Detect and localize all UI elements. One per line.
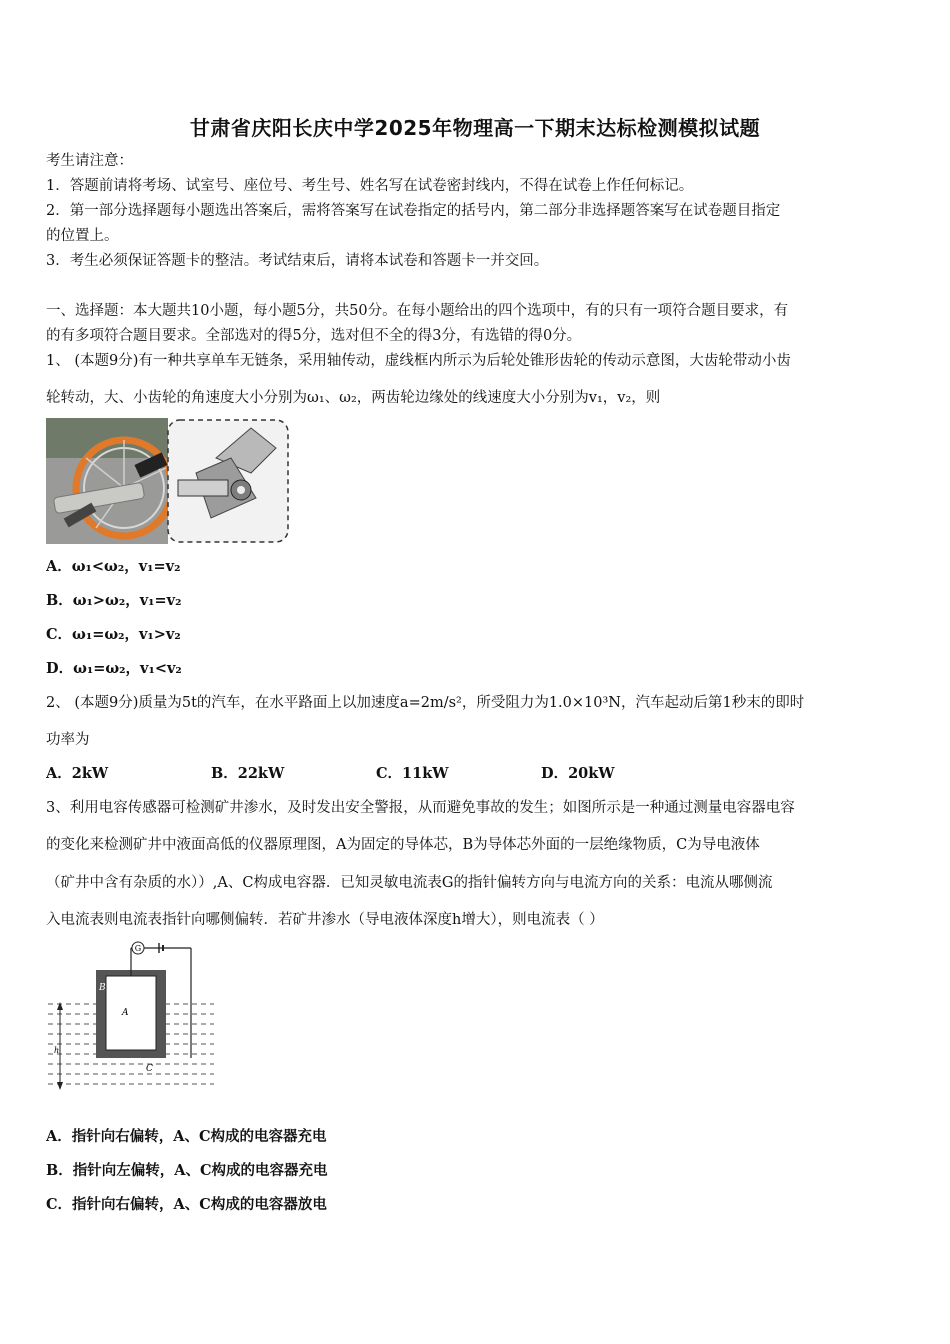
q3-option-b[interactable]: B．指针向左偏转，A、C构成的电容器充电 [46, 1162, 328, 1179]
q1-stem-1: 1、 (本题9分)有一种共享单车无链条，采用轴传动，虚线框内所示为后轮处锥形齿轮的传动示意图，大齿轮带动小齿 [46, 353, 791, 369]
notice-heading: 考生请注意： [46, 153, 133, 169]
notice-item-2-cont: 的位置上。 [46, 228, 119, 244]
page-title: 甘肃省庆阳长庆中学2025年物理高一下期末达标检测模拟试题 [189, 116, 761, 140]
q3-stem-1: 3、利用电容传感器可检测矿井渗水，及时发出安全警报，从而避免事故的发生；如图所示是一种通过测量电容器电容 [46, 800, 795, 816]
notice-item-1: 1．答题前请将考场、试室号、座位号、考生号、姓名写在试卷密封线内，不得在试卷上作任何标记。 [46, 178, 694, 194]
q1-stem-2: 轮转动，大、小齿轮的角速度大小分别为ω₁、ω₂，两齿轮边缘处的线速度大小分别为v₁，v₂，则 [46, 390, 661, 406]
section-intro-2: 的有多项符合题目要求。全部选对的得5分，选对但不全的得3分，有选错的得0分。 [46, 328, 582, 344]
label-h: h [54, 1046, 60, 1055]
q2-options [46, 764, 908, 784]
q2-stem-2: 功率为 [46, 732, 90, 748]
label-c: C [146, 1064, 153, 1074]
gear-shaft [178, 480, 228, 496]
galvanometer-label: G [134, 944, 142, 953]
notice-item-2: 2．第一部分选择题每小题选出答案后，需将答案写在试卷指定的括号内，第二部分非选择题答案写在试卷题目指定 [46, 203, 781, 219]
q1-option-b[interactable]: B．ω₁>ω₂，v₁=v₂ [46, 592, 182, 609]
q2-option-c[interactable]: C．11kW [376, 765, 449, 782]
q3-stem-3: （矿井中含有杂质的水））,A、C构成电容器．已知灵敏电流表G的指针偏转方向与电流方向的关系：电流从哪侧流 [46, 875, 773, 891]
q3-option-c[interactable]: C．指针向右偏转，A、C构成的电容器放电 [46, 1196, 327, 1213]
q1-option-d[interactable]: D．ω₁=ω₂，v₁<v₂ [46, 660, 182, 677]
q2-option-d[interactable]: D．20kW [541, 765, 615, 782]
q3-stem-2: 的变化来检测矿井中液面高低的仪器原理图，A为固定的导体芯，B为导体芯外面的一层绝缘物质，C为导电液体 [46, 837, 760, 853]
q2-option-b[interactable]: B．22kW [211, 765, 285, 782]
q1-option-a[interactable]: A．ω₁<ω₂，v₁=v₂ [46, 558, 181, 575]
notice-item-3: 3．考生必须保证答题卡的整洁。考试结束后，请将本试卷和答题卡一并交回。 [46, 253, 549, 269]
q2-stem-1: 2、 (本题9分)质量为5t的汽车，在水平路面上以加速度a=2m/s²，所受阻力为1.0×10³N，汽车起动后第1秒末的即时 [46, 695, 805, 711]
conductor-core-a [106, 976, 156, 1050]
q1-option-c[interactable]: C．ω₁=ω₂，v₁>v₂ [46, 626, 181, 643]
q2-option-a[interactable]: A．2kW [46, 765, 109, 782]
q3-option-a[interactable]: A．指针向右偏转，A、C构成的电容器充电 [46, 1128, 327, 1145]
bicycle-gear-figure [46, 418, 290, 544]
label-b: B [99, 983, 106, 993]
section-intro-1: 一、选择题：本大题共10小题，每小题5分，共50分。在每小题给出的四个选项中，有的只有一项符合题目要求，有 [46, 303, 789, 319]
q3-stem-4: 入电流表则电流表指针向哪侧偏转．若矿井渗水（导电液体深度h增大），则电流表（ ） [46, 912, 604, 928]
label-a: A [122, 1008, 129, 1018]
capacitor-sensor-figure [46, 940, 216, 1092]
